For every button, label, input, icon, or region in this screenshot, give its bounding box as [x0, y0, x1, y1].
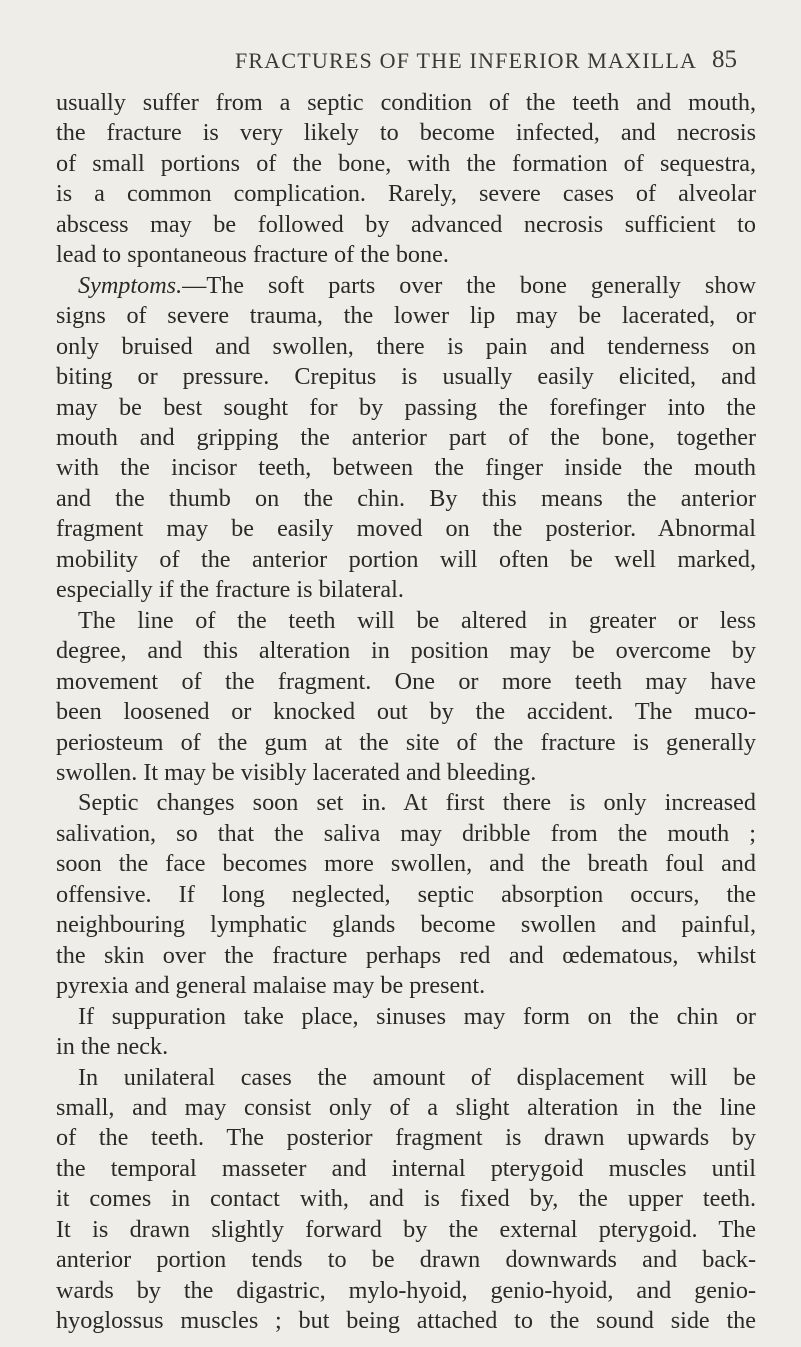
text-line: small, and may consist only of a slight alteration in the line [56, 1093, 756, 1121]
text-line: anterior portion tends to be drawn downwards and back- [56, 1246, 756, 1274]
text-line: biting or pressure. Crepitus is usually easily elicited, and [56, 363, 756, 391]
text-line: It is drawn slightly forward by the external pterygoid. The [56, 1215, 756, 1243]
text-line: the temporal masseter and internal pterygoid muscles until [56, 1154, 756, 1182]
text-line: soon the face becomes more swollen, and the breath foul and [56, 850, 756, 878]
running-head-title: FRACTURES OF THE INFERIOR MAXILLA [235, 48, 698, 73]
text-line: and the thumb on the chin. By this means the anterior [56, 484, 756, 512]
text-line: offensive. If long neglected, septic absorption occurs, the [56, 880, 756, 908]
body-text [56, 88, 756, 1337]
text-line: degree, and this alteration in position may be overcome by [56, 637, 756, 665]
text-line: may be best sought for by passing the forefinger into the [56, 393, 756, 421]
text-line: in the neck. [56, 1033, 169, 1061]
text-line: of the teeth. The posterior fragment is drawn upwards by [56, 1124, 756, 1152]
text-line: it comes in contact with, and is fixed by, the upper teeth. [56, 1185, 756, 1213]
text-line: especially if the fracture is bilateral. [56, 576, 404, 604]
paragraph-symptoms [56, 271, 756, 606]
text-line-first: If suppuration take place, sinuses may form on the chin or [78, 1002, 756, 1030]
text-line: wards by the digastric, mylo-hyoid, genio-hyoid, and genio- [56, 1276, 756, 1304]
text-line: lead to spontaneous fracture of the bone. [56, 241, 449, 269]
text-line: fragment may be easily moved on the posterior. Abnormal [56, 515, 756, 543]
text-line: abscess may be followed by advanced necrosis sufficient to [56, 210, 756, 238]
text-line: salivation, so that the saliva may dribble from the mouth ; [56, 819, 756, 847]
text-line: neighbouring lymphatic glands become swollen and painful, [56, 911, 756, 939]
text-line: mobility of the anterior portion will often be well marked, [56, 545, 756, 573]
text-line: only bruised and swollen, there is pain and tenderness on [56, 332, 756, 360]
text-line: signs of severe trauma, the lower lip may be lacerated, or [56, 302, 756, 330]
text-line: usually suffer from a septic condition of the teeth and mouth, [56, 89, 756, 116]
text-line-first: In unilateral cases the amount of displacement will be [78, 1063, 756, 1091]
text-run: —The soft parts over the bone generally show [182, 271, 756, 299]
text-line: mouth and gripping the anterior part of the bone, together [56, 423, 756, 451]
text-line: hyoglossus muscles ; but being attached to the sound side the [56, 1307, 756, 1335]
text-line: been loosened or knocked out by the accident. The muco- [56, 698, 756, 726]
text-line-first: The line of the teeth will be altered in greater or less [78, 606, 756, 634]
page-number: 85 [712, 46, 737, 73]
text-line: the fracture is very likely to become infected, and necrosis [56, 119, 756, 147]
text-line: swollen. It may be visibly lacerated and bleeding. [56, 758, 537, 786]
text-line: is a common complication. Rarely, severe cases of alveolar [56, 180, 756, 208]
paragraph [56, 1063, 756, 1337]
paragraph [56, 606, 756, 789]
text-line: of small portions of the bone, with the formation of sequestra, [56, 149, 756, 177]
section-lead-in: Symptoms. [78, 271, 183, 299]
text-line: movement of the fragment. One or more teeth may have [56, 667, 756, 695]
text-line-first [56, 271, 756, 301]
paragraph [56, 1002, 756, 1063]
paragraph-continuation [56, 88, 756, 271]
text-line: with the incisor teeth, between the finger inside the mouth [56, 454, 756, 482]
text-line: pyrexia and general malaise may be present. [56, 972, 486, 1000]
text-line: the skin over the fracture perhaps red and œdematous, whilst [56, 941, 756, 969]
paragraph [56, 788, 756, 1001]
text-line: periosteum of the gum at the site of the fracture is generally [56, 728, 756, 756]
text-line-first: Septic changes soon set in. At first there is only increased [78, 789, 756, 817]
